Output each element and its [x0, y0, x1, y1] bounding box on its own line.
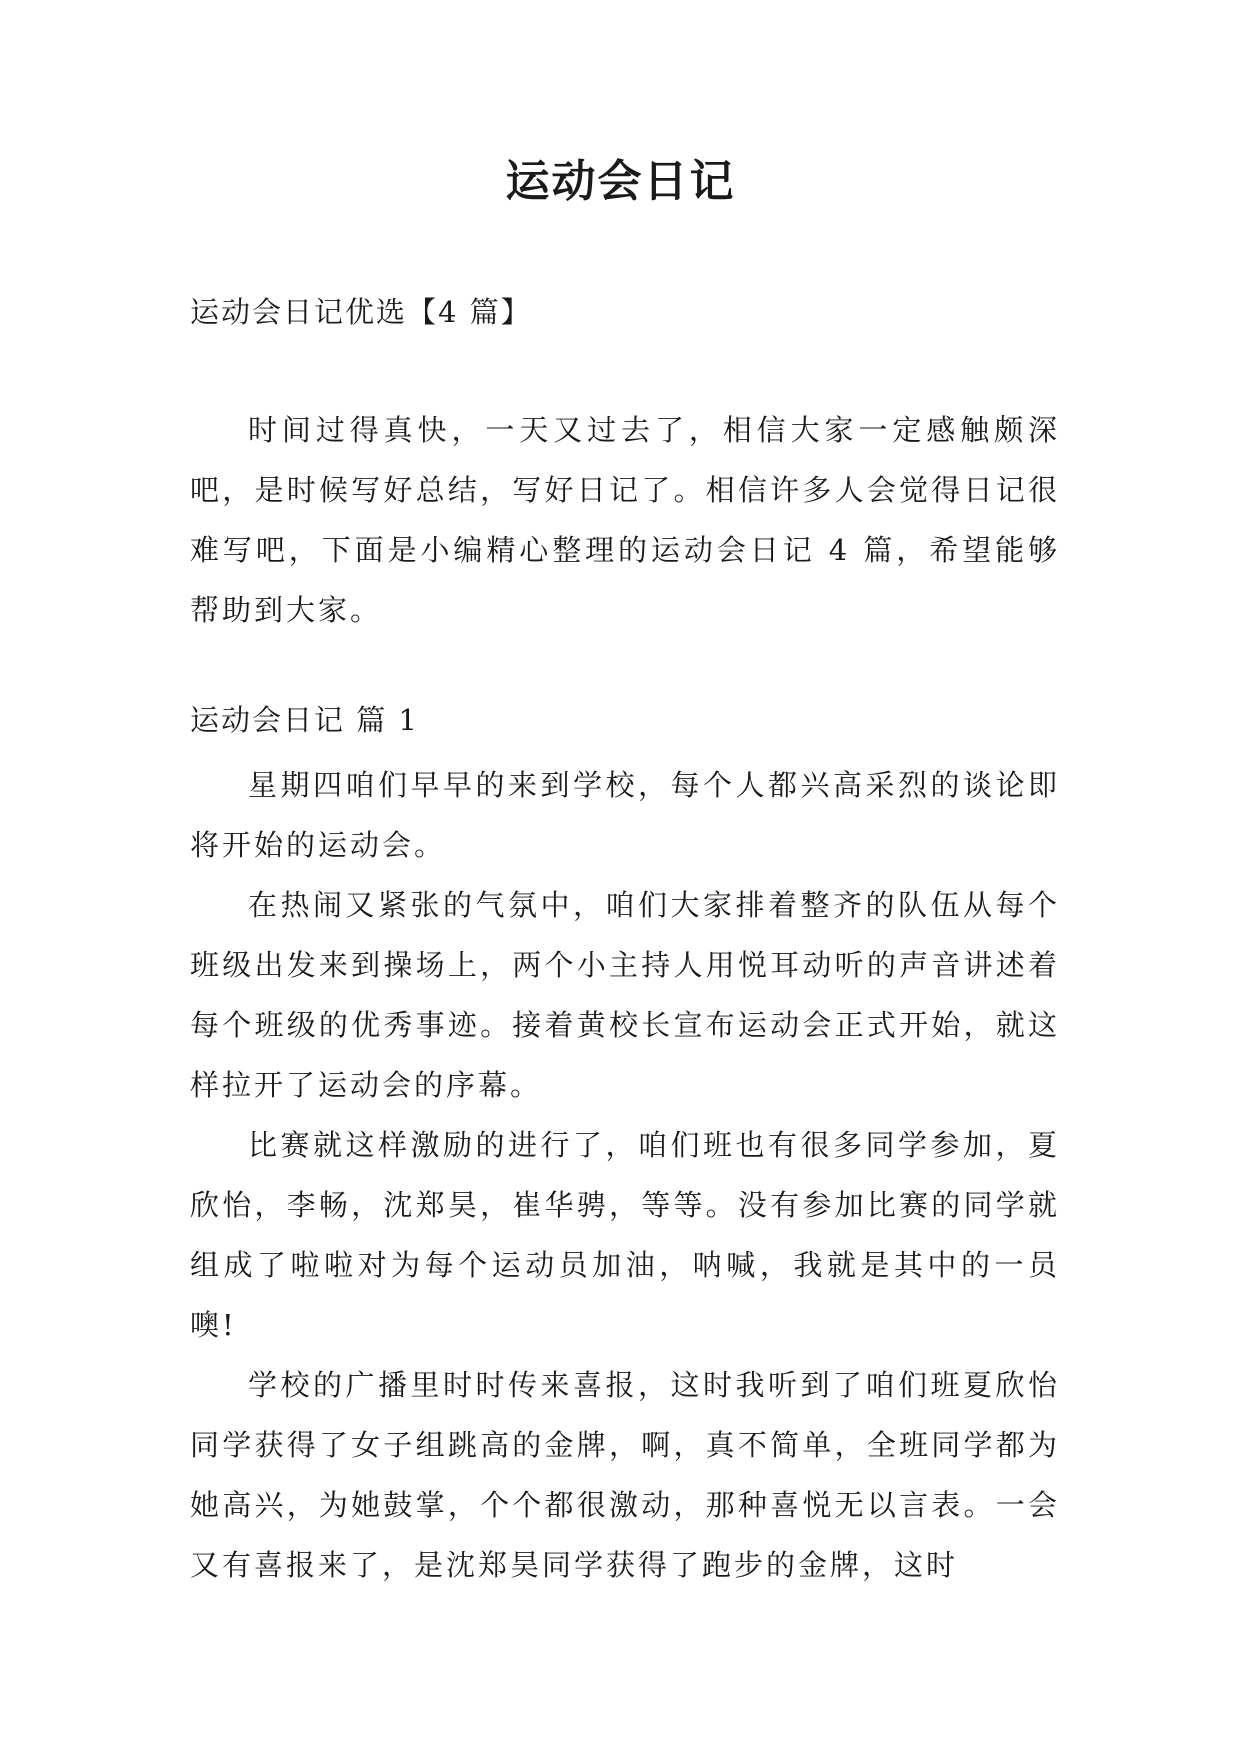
body-paragraph: 学校的广播里时时传来喜报，这时我听到了咱们班夏欣怡同学获得了女子组跳高的金牌，啊，真不简单，全班同学都为她高兴，为她鼓掌，个个都很激动，那种喜悦无以言表。一会又有喜报来了，是沈郑昊同学获得了跑步的金牌，这时	[190, 1368, 1060, 1582]
document-title: 运动会日记	[505, 156, 736, 207]
body-paragraph: 星期四咱们早早的来到学校，每个人都兴高采烈的谈论即将开始的运动会。	[190, 768, 1060, 862]
section-body	[190, 755, 1060, 1595]
body-paragraph: 在热闹又紧张的气氛中，咱们大家排着整齐的队伍从每个班级出发来到操场上，两个小主持人用悦耳动听的声音讲述着每个班级的优秀事迹。接着黄校长宣布运动会正式开始，就这样拉开了运动会的序幕。	[190, 888, 1060, 1102]
body-paragraph: 比赛就这样激励的进行了，咱们班也有很多同学参加，夏欣怡，李畅，沈郑昊，崔华骋，等等。没有参加比赛的同学就组成了啦啦对为每个运动员加油，呐喊，我就是其中的一员噢!	[190, 1128, 1060, 1342]
intro-paragraph: 时间过得真快，一天又过去了，相信大家一定感触颇深吧，是时候写好总结，写好日记了。相信许多人会觉得日记很难写吧，下面是小编精心整理的运动会日记 4 篇，希望能够帮助到大家。	[190, 413, 1060, 627]
document-subtitle: 运动会日记优选【4 篇】	[190, 295, 532, 329]
section-heading: 运动会日记 篇 1	[190, 703, 419, 737]
intro-block	[190, 400, 1060, 640]
